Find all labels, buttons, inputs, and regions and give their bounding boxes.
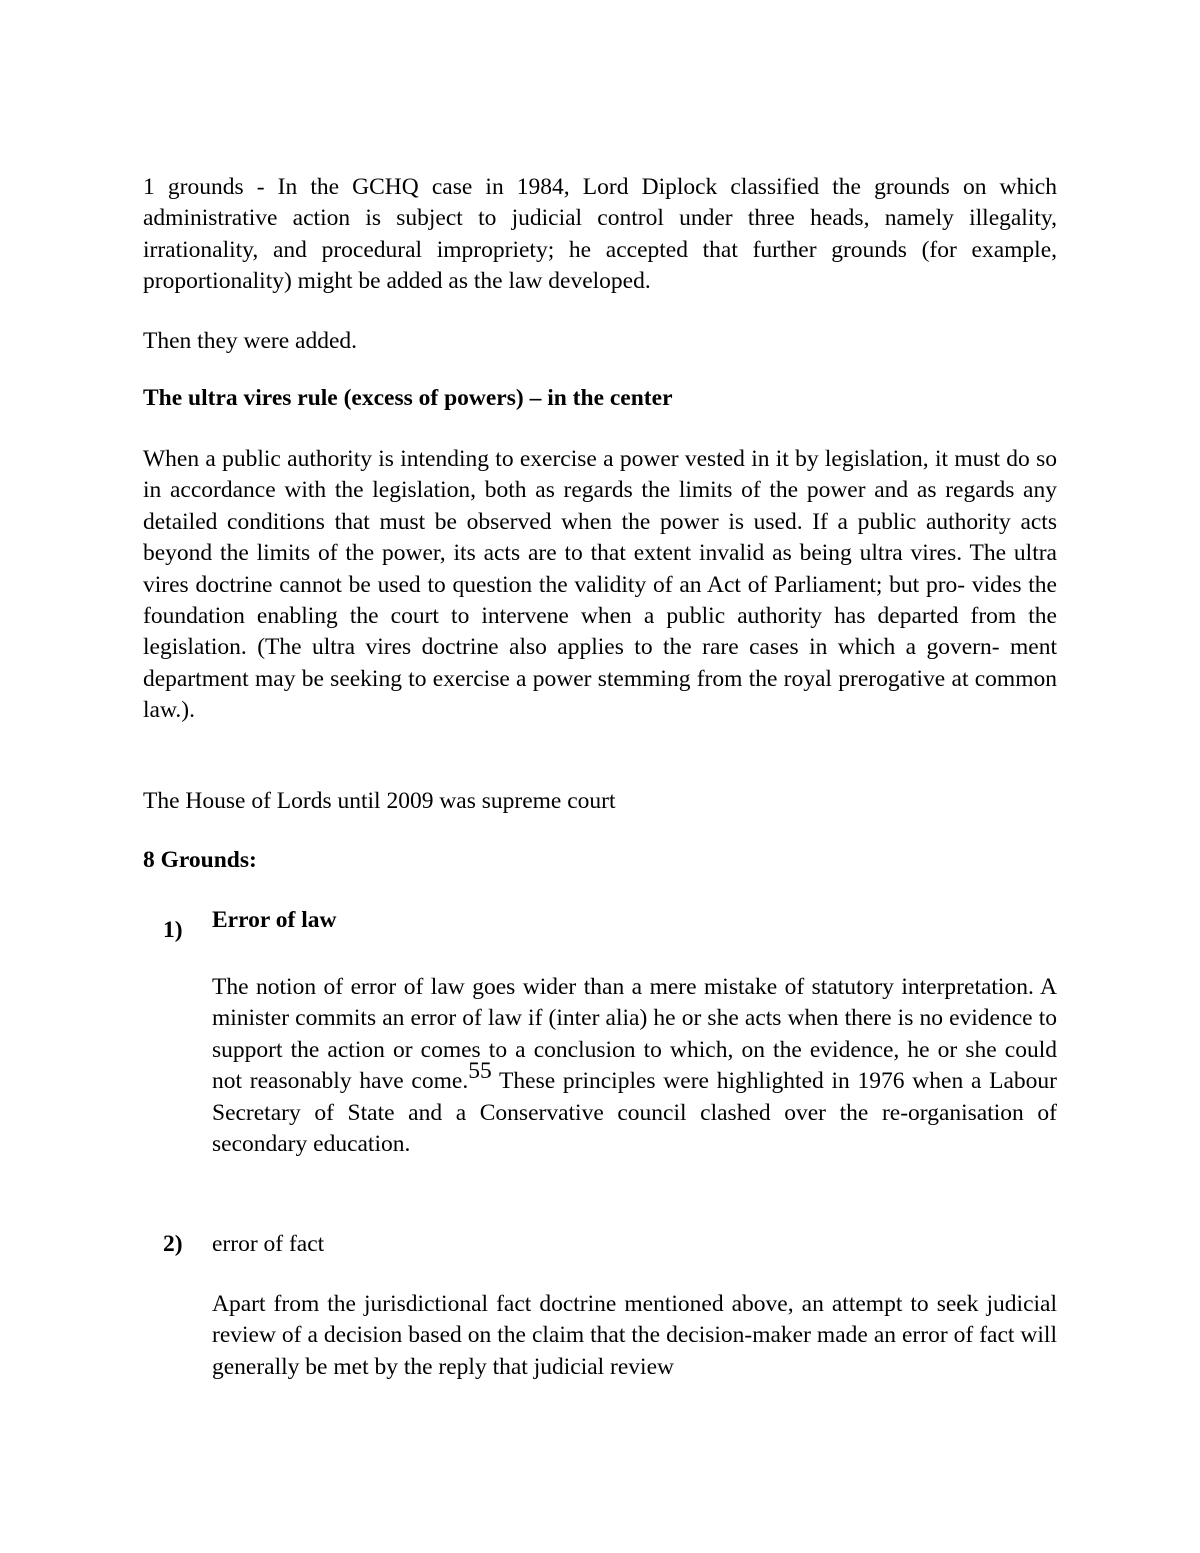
- item-2-number: 2): [163, 1231, 183, 1257]
- intro-paragraph: 1 grounds - In the GCHQ case in 1984, Lord Diplock classified the grounds on which administrative action is subject to judicial control under three heads, namely illegality, irrationality, and procedural impropriety; he accepted that further grounds (for example, proportionality) might be added as the law developed.: [143, 174, 1057, 295]
- added-line: Then they were added.: [143, 328, 358, 354]
- item-1-body: [212, 972, 1057, 1160]
- ultra-vires-heading: The ultra vires rule (excess of powers) – in the center: [143, 385, 673, 411]
- item-2-body: Apart from the jurisdictional fact doctrine mentioned above, an attempt to seek judicial review of a decision based on the claim that the decision-maker made an error of fact will generally be met by the reply that judicial review: [212, 1291, 1057, 1380]
- grounds-heading: 8 Grounds:: [143, 847, 257, 873]
- item-1-body-continuation: These principles were highlighted in 1976 when a Labour Secretary of State and a Conservative council clashed over the re-organisation of secondary education.: [212, 1068, 1057, 1158]
- item-1-title: Error of law: [212, 907, 337, 933]
- item-2-title: error of fact: [212, 1231, 325, 1257]
- item-1-body-text: The notion of error of law goes wider than a mere mistake of statutory interpretation. A minister commits an error of law if (inter alia) he or she acts when there is no evidence to support the action or comes to a conclusion to which, on the evidence, he or she could not reasonably have come.: [212, 974, 1057, 1095]
- footnote-ref: 55: [468, 1058, 492, 1085]
- house-of-lords-line: The House of Lords until 2009 was supreme court: [143, 788, 616, 814]
- ultra-vires-paragraph: When a public authority is intending to exercise a power vested in it by legislation, it must do so in accordance with the legislation, both as regards the limits of the power and as regards any detailed conditions that must be observed when the power is used. If a public authority acts beyond the limits of the power, its acts are to that extent invalid as being ultra vires. The ultra vires doctrine cannot be used to question the validity of an Act of Parliament; but pro- vides the foundation enabling the court to intervene when a public authority has departed from the legislation. (The ultra vires doctrine also applies to the rare cases in which a govern- ment department may be seeking to exercise a power stemming from the royal prerogative at common law.).: [143, 446, 1057, 724]
- item-1-number: 1): [163, 917, 183, 943]
